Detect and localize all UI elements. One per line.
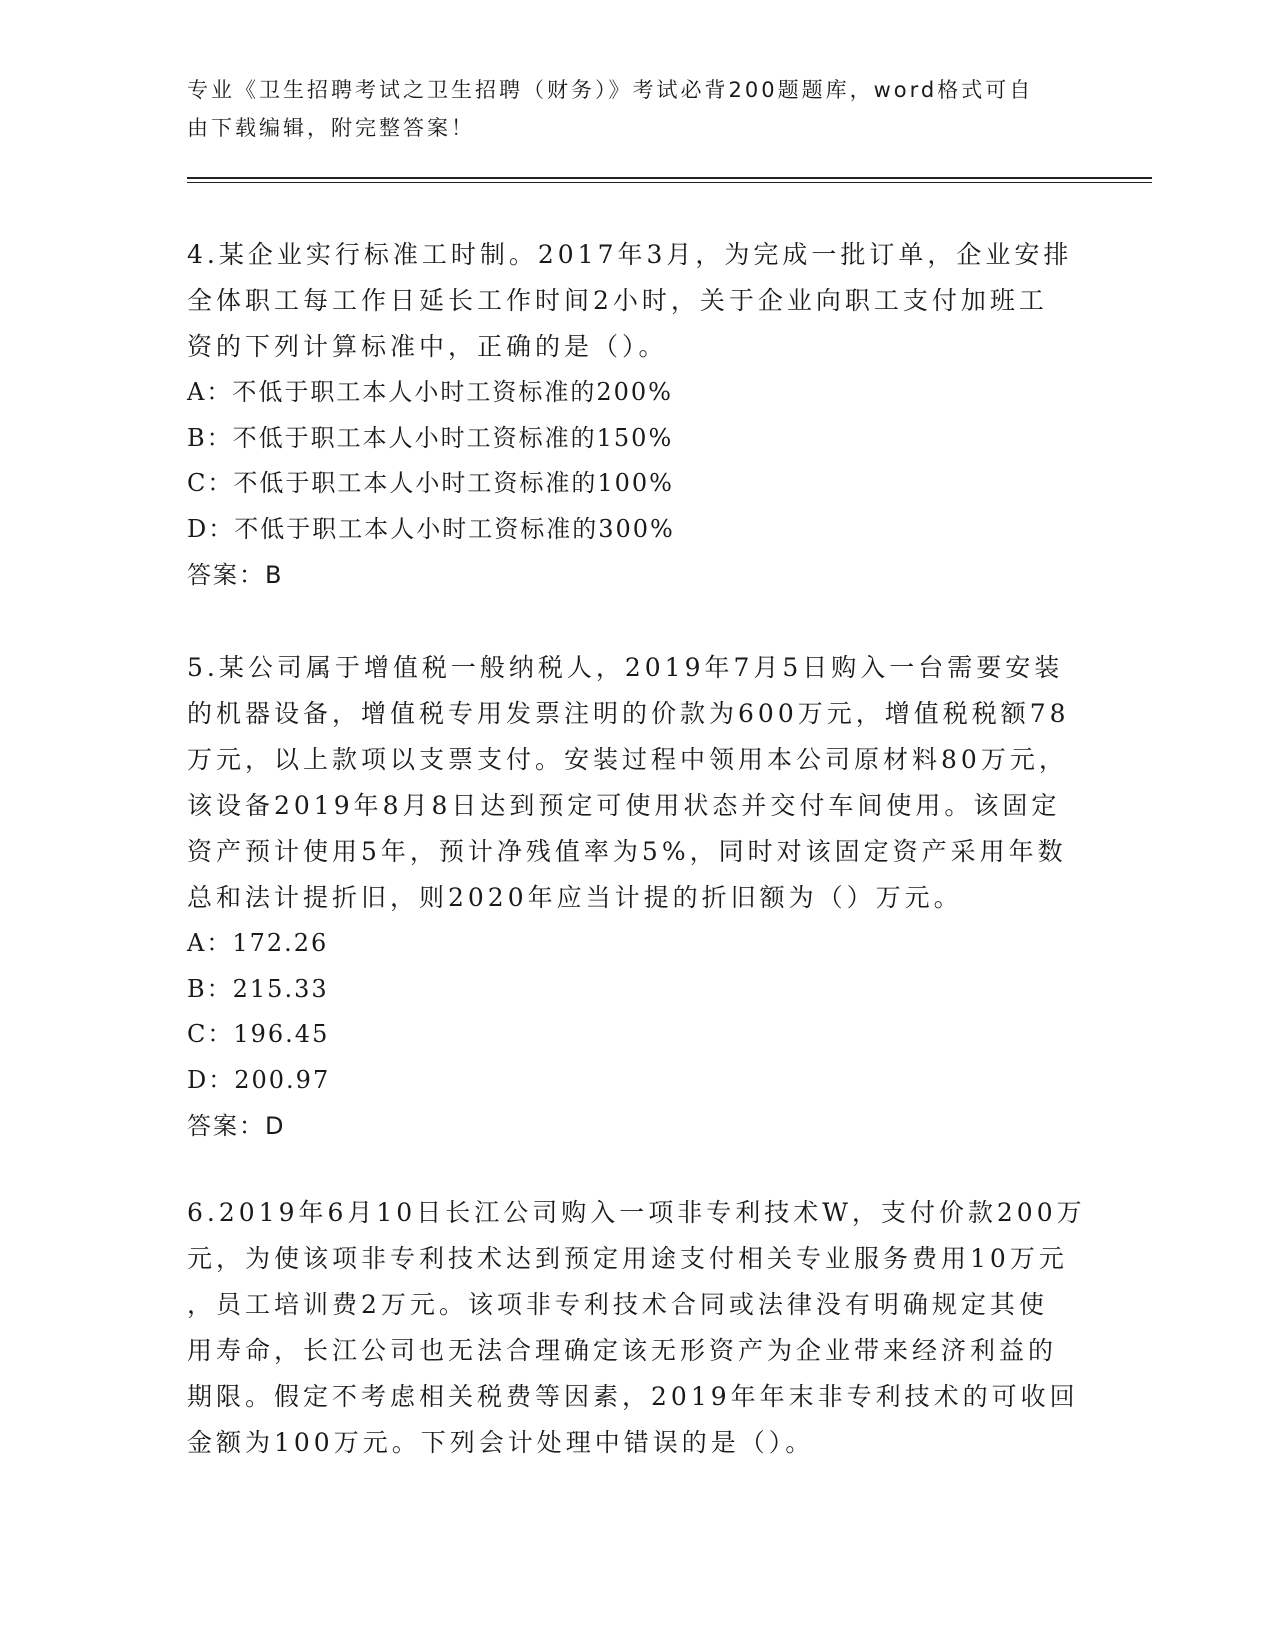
question-stem: [187, 232, 1087, 370]
answer: 答案：D: [187, 1112, 286, 1140]
stem-line: 用寿命，长江公司也无法合理确定该无形资产为企业带来经济利益的: [187, 1336, 1058, 1365]
stem-line: 总和法计提折旧，则2020年应当计提的折旧额为（）万元。: [187, 883, 963, 912]
stem-line: 资的下列计算标准中，正确的是（）。: [187, 332, 668, 361]
question-stem: [187, 1190, 1087, 1466]
stem-line: 全体职工每工作日延长工作时间2小时，关于企业向职工支付加班工: [187, 286, 1048, 315]
stem-line: ，员工培训费2万元。该项非专利技术合同或法律没有明确规定其使: [187, 1290, 1048, 1319]
header-divider: [187, 177, 1152, 179]
stem-line: 万元，以上款项以支票支付。安装过程中领用本公司原材料80万元，: [187, 745, 1068, 774]
option-a: A：172.26: [187, 929, 329, 957]
answer: 答案：B: [187, 561, 284, 589]
stem-line: 资产预计使用5年，预计净残值率为5%，同时对该固定资产采用年数: [187, 837, 1067, 866]
option-d: D：200.97: [187, 1065, 331, 1094]
header-divider-thin: [187, 182, 1152, 183]
header-line-2: 由下载编辑，附完整答案！: [187, 116, 475, 140]
stem-line: 该设备2019年8月8日达到预定可使用状态并交付车间使用。该固定: [187, 791, 1061, 820]
option-b: B：215.33: [187, 974, 329, 1003]
question-6: [187, 1190, 1087, 1466]
stem-line: 5.某公司属于增值税一般纳税人，2019年7月5日购入一台需要安装: [187, 653, 1064, 682]
option-c: C：196.45: [187, 1020, 330, 1048]
question-4: [187, 232, 1087, 598]
question-stem: [187, 645, 1087, 921]
option-c: C：不低于职工本人小时工资标准的100%: [187, 469, 674, 497]
option-a: A：不低于职工本人小时工资标准的200%: [187, 378, 673, 406]
stem-line: 金额为100万元。下列会计处理中错误的是（）。: [187, 1428, 815, 1457]
document-header: [187, 71, 1067, 147]
stem-line: 期限。假定不考虑相关税费等因素，2019年年末非专利技术的可收回: [187, 1382, 1079, 1411]
stem-line: 4.某企业实行标准工时制。2017年3月，为完成一批订单，企业安排: [187, 240, 1073, 269]
option-d: D：不低于职工本人小时工资标准的300%: [187, 514, 675, 543]
header-line-1: 专业《卫生招聘考试之卫生招聘（财务）》考试必背200题题库，word格式可自: [187, 78, 1034, 102]
option-b: B：不低于职工本人小时工资标准的150%: [187, 423, 674, 452]
question-5: [187, 645, 1087, 1149]
stem-line: 的机器设备，增值税专用发票注明的价款为600万元，增值税税额78: [187, 699, 1070, 728]
stem-line: 元，为使该项非专利技术达到预定用途支付相关专业服务费用10万元: [187, 1244, 1068, 1273]
stem-line: 6.2019年6月10日长江公司购入一项非专利技术W，支付价款200万: [187, 1198, 1086, 1227]
